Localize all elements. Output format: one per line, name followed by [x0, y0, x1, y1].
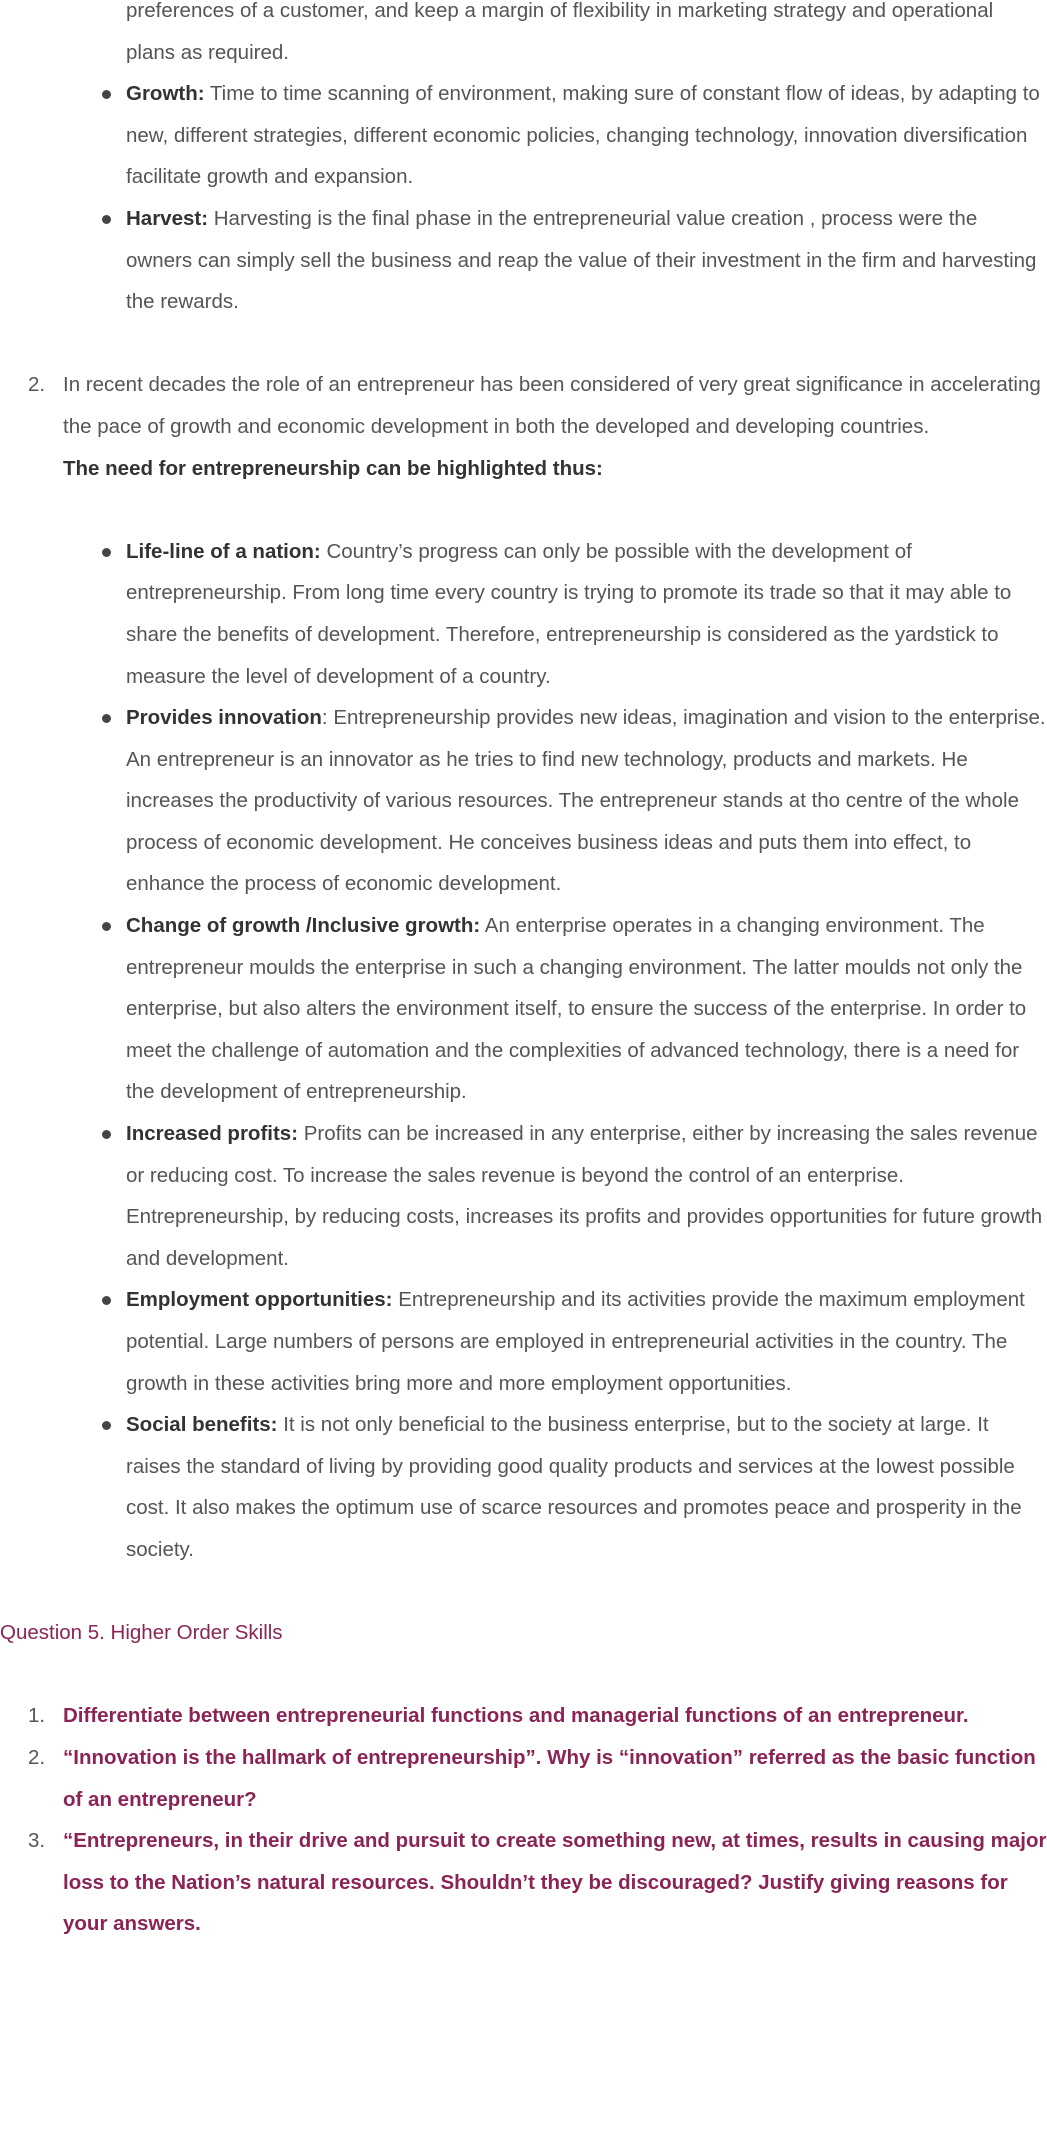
list-label: Provides innovation — [126, 706, 322, 730]
list-item — [126, 1279, 1047, 1404]
list-item — [126, 73, 1047, 198]
bullet-icon — [102, 90, 111, 99]
list-text: Time to time scanning of environment, making sure of constant flow of ideas, by adapting to new, different strategies, different economic policies, changing technology, innovation diversification facilitate growth and expansion. — [126, 82, 1040, 189]
list-text: Entrepreneurship and its activities provide the maximum employment potential. Large numbers of persons are employed in entrepreneurial activities in the country. The growth in these activities bring more and more employment opportunities. — [126, 1288, 1025, 1395]
list-item — [126, 531, 1047, 697]
list-label: Change of growth /Inclusive growth: — [126, 914, 481, 938]
list-label: Social benefits: — [126, 1413, 278, 1437]
answer-list — [0, 364, 1047, 489]
list-item — [0, 364, 1047, 489]
list-item — [126, 905, 1047, 1113]
question-list — [0, 1695, 1047, 1945]
question-item — [0, 1737, 1047, 1820]
question-item — [0, 1820, 1047, 1945]
list-text: An enterprise operates in a changing environment. The entrepreneur moulds the enterprise in such a changing environment. The latter moulds not only the enterprise, but also alters the environment itself, to ensure the success of the enterprise. In order to meet the challenge of automation and the complexities of advanced technology, there is a need for the development of entrepreneurship. — [126, 914, 1027, 1104]
list-text: It is not only beneficial to the business enterprise, but to the society at large. It raises the standard of living by providing good quality products and services at the lowest possible cost. It also makes the optimum use of scarce resources and promotes peace and prosperity in the society. — [126, 1413, 1022, 1561]
question-text: “Entrepreneurs, in their drive and pursuit to create something new, at times, results in causing major loss to the Nation’s natural resources. Shouldn’t they be discouraged? Justify giving reasons for your answers. — [63, 1829, 1047, 1936]
list-item — [126, 697, 1047, 905]
bullet-icon — [102, 215, 111, 224]
list-text: : Entrepreneurship provides new ideas, imagination and vision to the enterprise. An entrepreneur is an innovator as he tries to find new technology, products and markets. He increases the productivity of various resources. The entrepreneur stands at tho centre of the whole process of economic development. He conceives business ideas and puts them into effect, to enhance the process of economic development. — [126, 706, 1046, 896]
list-text: Harvesting is the final phase in the entrepreneurial value creation , process were the owners can simply sell the business and reap the value of their investment in the firm and harvesting the rewards. — [126, 206, 1037, 314]
list-item — [126, 1404, 1047, 1570]
list-label: Growth: — [126, 82, 205, 106]
list-number: 3. — [28, 1829, 46, 1853]
list-label: Increased profits: — [126, 1122, 299, 1146]
bullet-icon — [102, 548, 111, 557]
list-text: In recent decades the role of an entrepreneur has been considered of very great significance in accelerating the pace of growth and economic development in both the developed and developing countries. — [63, 373, 1041, 438]
question-heading: Question 5. Higher Order Skills — [0, 1621, 283, 1645]
list-text: preferences of a customer, and keep a margin of flexibility in marketing strategy and operational plans as required. — [126, 0, 994, 64]
list-text: Country’s progress can only be possible with the development of entrepreneurship. From long time every country is trying to promote its trade so that it may able to share the benefits of development. Therefore, entrepreneurship is considered as the yardstick to measure the level of development of a country. — [126, 539, 1012, 688]
need-bullet-list — [0, 531, 1047, 1571]
bullet-icon — [102, 1130, 111, 1139]
subheading: The need for entrepreneurship can be highlighted thus: — [63, 456, 603, 480]
stage-bullet-list — [0, 0, 1047, 323]
list-number: 2. — [28, 1745, 46, 1769]
bullet-icon — [102, 1296, 111, 1305]
question-item — [0, 1695, 1047, 1737]
list-item — [126, 198, 1047, 323]
list-text: Profits can be increased in any enterprise, either by increasing the sales revenue or reducing cost. To increase the sales revenue is beyond the control of an enterprise. Entrepreneurship, by reducing costs, increases its profits and provides opportunities for future growth and development. — [126, 1122, 1043, 1270]
list-item — [126, 1113, 1047, 1279]
bullet-icon — [102, 922, 111, 931]
list-number: 2. — [28, 373, 46, 397]
list-item — [126, 0, 1047, 73]
question-text: “Innovation is the hallmark of entrepreneurship”. Why is “innovation” referred as the basic function of an entrepreneur? — [63, 1745, 1036, 1811]
bullet-icon — [102, 1421, 111, 1430]
list-label: Life-line of a nation: — [126, 539, 321, 563]
question-text: Differentiate between entrepreneurial functions and managerial functions of an entrepreneur. — [63, 1704, 969, 1728]
list-label: Employment opportunities: — [126, 1288, 393, 1312]
list-number: 1. — [28, 1704, 46, 1728]
list-label: Harvest: — [126, 206, 209, 230]
bullet-icon — [102, 714, 111, 723]
